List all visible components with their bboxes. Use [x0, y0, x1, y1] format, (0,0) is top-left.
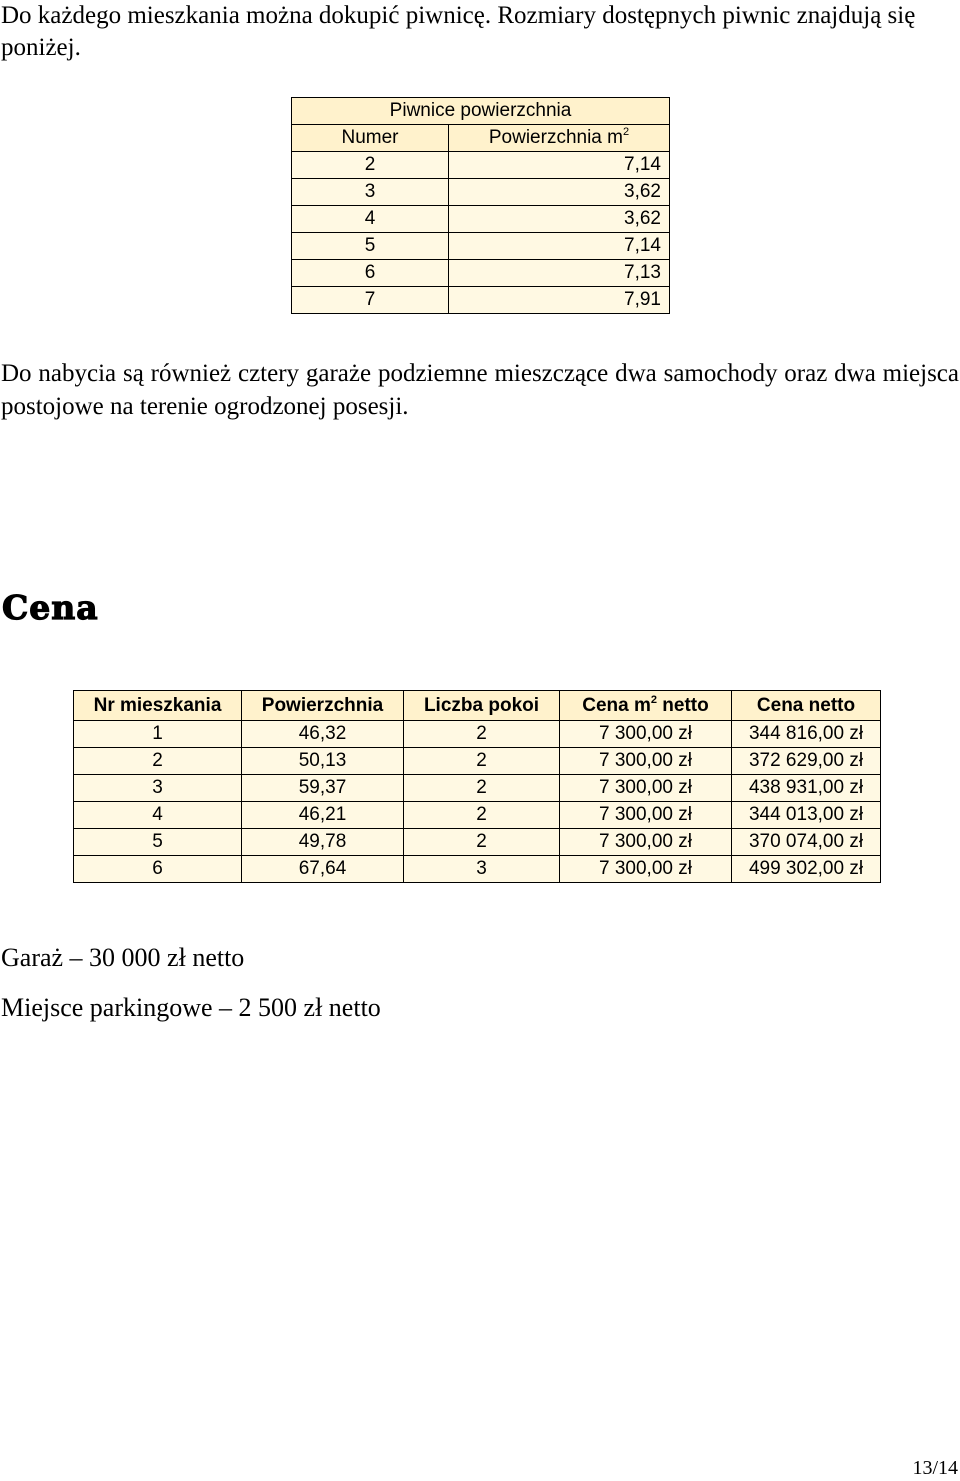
table-row	[74, 802, 881, 829]
apartment-rooms: 2	[404, 748, 560, 775]
garage-price-text: Garaż – 30 000 zł netto	[1, 943, 245, 972]
cellar-number: 3	[292, 179, 449, 206]
apartment-rooms: 2	[404, 721, 560, 748]
apartment-rooms: 2	[404, 829, 560, 856]
cellar-number: 4	[292, 206, 449, 233]
apartment-rooms: 2	[404, 802, 560, 829]
table-row	[292, 287, 670, 314]
cellar-area: 3,62	[449, 179, 670, 206]
apartment-number: 1	[74, 721, 242, 748]
price-header-apartment: Nr mieszkania	[74, 691, 242, 721]
apartment-price-per-m2: 7 300,00 zł	[560, 856, 732, 883]
table-row	[74, 829, 881, 856]
apartment-net-price: 438 931,00 zł	[732, 775, 881, 802]
apartment-net-price: 370 074,00 zł	[732, 829, 881, 856]
cellar-number: 7	[292, 287, 449, 314]
table-row	[74, 775, 881, 802]
apartment-number: 4	[74, 802, 242, 829]
cellar-area: 3,62	[449, 206, 670, 233]
table-row	[292, 206, 670, 233]
cellar-number: 6	[292, 260, 449, 287]
table-row	[292, 179, 670, 206]
apartment-rooms: 2	[404, 775, 560, 802]
apartment-area: 59,37	[242, 775, 404, 802]
page-number: 13/14	[912, 1457, 958, 1479]
apartment-number: 3	[74, 775, 242, 802]
apartment-price-per-m2: 7 300,00 zł	[560, 748, 732, 775]
table-row	[292, 152, 670, 179]
parking-price-text: Miejsce parkingowe – 2 500 zł netto	[1, 993, 381, 1022]
price-header-net-price: Cena netto	[732, 691, 881, 721]
apartment-area: 67,64	[242, 856, 404, 883]
apartment-area: 50,13	[242, 748, 404, 775]
apartment-area: 46,21	[242, 802, 404, 829]
cellar-number: 5	[292, 233, 449, 260]
apartment-number: 2	[74, 748, 242, 775]
apartment-net-price: 344 013,00 zł	[732, 802, 881, 829]
table-row	[292, 260, 670, 287]
apartment-price-per-m2: 7 300,00 zł	[560, 829, 732, 856]
apartment-net-price: 344 816,00 zł	[732, 721, 881, 748]
table-row	[292, 233, 670, 260]
apartment-price-per-m2: 7 300,00 zł	[560, 775, 732, 802]
cellar-area: 7,14	[449, 152, 670, 179]
cellar-table	[291, 97, 670, 314]
price-header-area: Powierzchnia	[242, 691, 404, 721]
table-row	[74, 748, 881, 775]
price-header-rooms: Liczba pokoi	[404, 691, 560, 721]
intro-paragraph: Do każdego mieszkania można dokupić piwnicę. Rozmiary dostępnych piwnic znajdują się poniżej.	[1, 2, 916, 61]
apartment-area: 49,78	[242, 829, 404, 856]
apartment-area: 46,32	[242, 721, 404, 748]
apartment-number: 6	[74, 856, 242, 883]
garages-paragraph: Do nabycia są również cztery garaże podziemne mieszczące dwa samochody oraz dwa miejsca postojowe na terenie ogrodzonej posesji.	[1, 360, 959, 420]
apartment-price-per-m2: 7 300,00 zł	[560, 721, 732, 748]
cellar-area: 7,13	[449, 260, 670, 287]
price-section-title: Cena	[2, 588, 99, 627]
apartment-net-price: 499 302,00 zł	[732, 856, 881, 883]
cellar-header-number: Numer	[292, 125, 449, 152]
cellar-area: 7,91	[449, 287, 670, 314]
apartment-price-per-m2: 7 300,00 zł	[560, 802, 732, 829]
table-row	[74, 721, 881, 748]
apartment-number: 5	[74, 829, 242, 856]
cellar-number: 2	[292, 152, 449, 179]
cellar-table-caption: Piwnice powierzchnia	[292, 98, 670, 125]
cellar-header-area: Powierzchnia $m^2$	[449, 125, 670, 152]
apartment-rooms: 3	[404, 856, 560, 883]
cellar-area: 7,14	[449, 233, 670, 260]
price-table	[73, 690, 881, 883]
price-header-price-per-m2: Cena $m^2$ netto	[560, 691, 732, 721]
apartment-net-price: 372 629,00 zł	[732, 748, 881, 775]
table-row	[74, 856, 881, 883]
